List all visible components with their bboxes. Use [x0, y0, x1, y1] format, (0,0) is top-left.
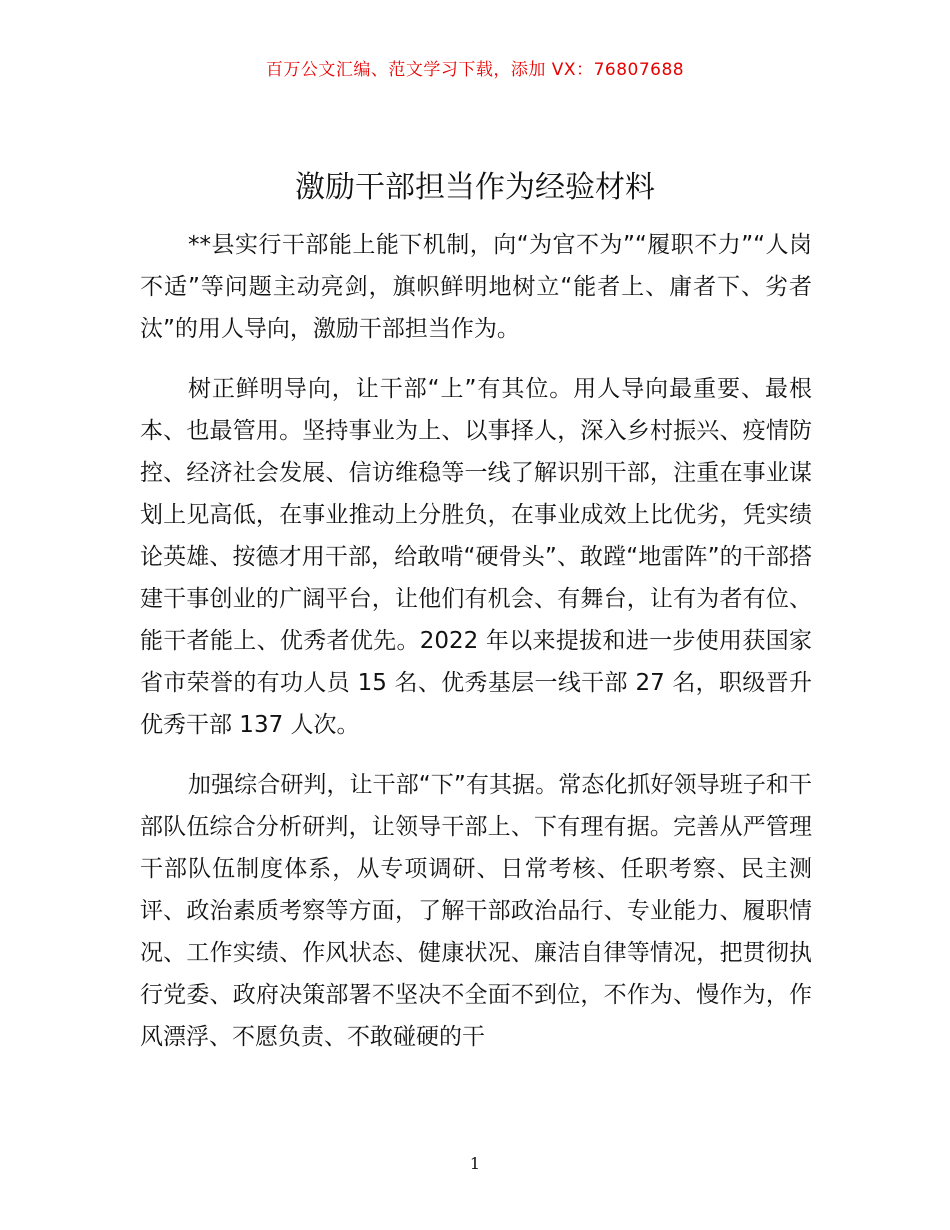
page-number: 1: [469, 1154, 481, 1173]
paragraph-intro: **县实行干部能上能下机制，向“为官不为”“履职不力”“人岗不适”等问题主动亮剑，旗帜鲜明地树立“能者上、庸者下、劣者汰”的用人导向，激励干部担当作为。: [140, 232, 812, 342]
header-promo-note: 百万公文汇编、范文学习下载，添加 VX：76807688: [265, 60, 685, 80]
document-body: [140, 224, 812, 1076]
document-title: 激励干部担当作为经验材料: [295, 170, 655, 205]
paragraph-comprehensive-assessment: 加强综合研判，让干部“下”有其据。常态化抓好领导班子和干部队伍综合分析研判，让领导干部上、下有理有据。完善从严管理干部队伍制度体系，从专项调研、日常考核、任职考察、民主测评、政治素质考察等方面，了解干部政治品行、专业能力、履职情况、工作实绩、作风状态、健康状况、廉洁自律等情况，把贯彻执行党委、政府决策部署不坚决不全面不到位，不作为、慢作为，作风漂浮、不愿负责、不敢碰硬的干: [140, 772, 812, 1050]
paragraph-promotion-guidance: 树正鲜明导向，让干部“上”有其位。用人导向最重要、最根本、也最管用。坚持事业为上、以事择人，深入乡村振兴、疫情防控、经济社会发展、信访维稳等一线了解识别干部，注重在事业谋划上见高低，在事业推动上分胜负，在事业成效上比优劣，凭实绩论英雄、按德才用干部，给敢啃“硬骨头”、敢蹚“地雷阵”的干部搭建干事创业的广阔平台，让他们有机会、有舞台，让有为者有位、能干者能上、优秀者优先。2022 年以来提拔和进一步使用获国家省市荣誉的有功人员 15 名、优秀基层一线干部 27 名，职级晋升优秀干部 137 人次。: [140, 376, 812, 738]
